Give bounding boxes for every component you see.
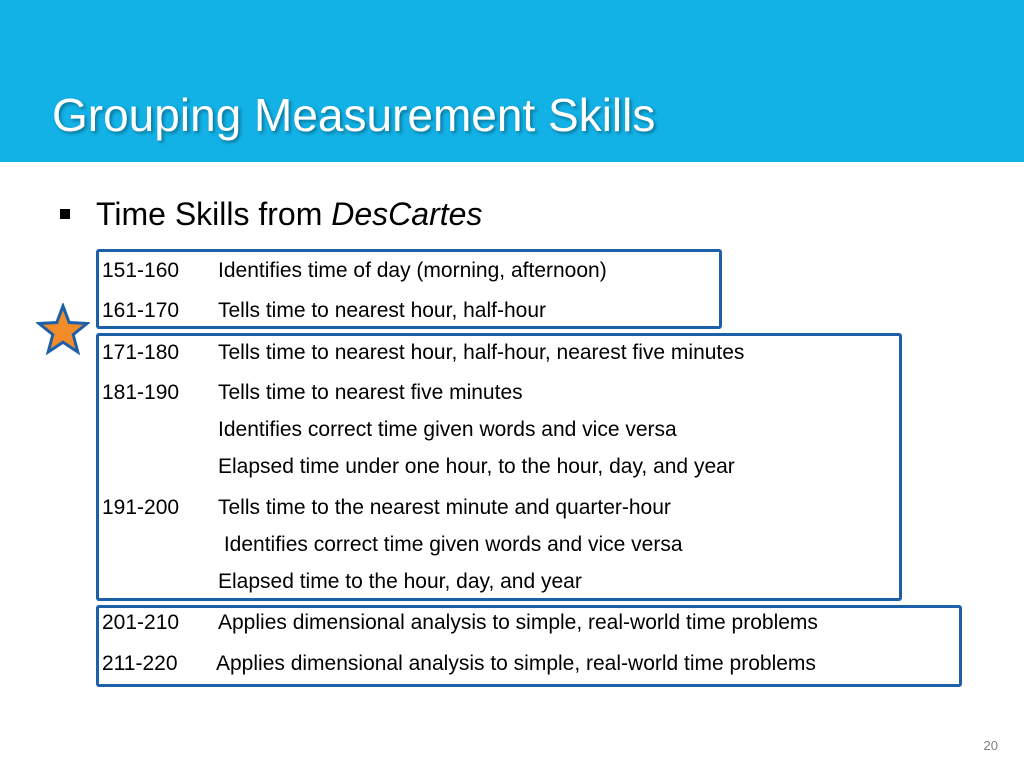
score-range: 161-170 <box>102 299 180 322</box>
skill-description: Tells time to the nearest minute and quarter-hour <box>218 496 671 519</box>
page-number: 20 <box>983 738 998 753</box>
star-icon <box>36 303 90 357</box>
skill-description: Identifies correct time given words and vice versa <box>218 533 683 556</box>
skill-description: Elapsed time to the hour, day, and year <box>218 570 582 593</box>
skill-description: Applies dimensional analysis to simple, real-world time problems <box>218 611 818 634</box>
skill-description: Identifies time of day (morning, afternoon) <box>218 259 607 282</box>
score-range: 211-220 <box>102 652 178 675</box>
skill-description: Identifies correct time given words and vice versa <box>218 418 677 441</box>
bullet-text: Time Skills from <box>96 196 332 232</box>
bullet-text-italic: DesCartes <box>331 196 483 232</box>
skill-description: Tells time to nearest five minutes <box>218 381 523 404</box>
skill-description: Applies dimensional analysis to simple, real-world time problems <box>216 652 816 675</box>
skill-description: Tells time to nearest hour, half-hour, nearest five minutes <box>218 341 745 364</box>
skill-description: Tells time to nearest hour, half-hour <box>218 299 547 322</box>
bullet-square-icon <box>60 209 70 219</box>
bullet-item <box>60 196 482 233</box>
score-range: 201-210 <box>102 611 180 634</box>
skill-description: Elapsed time under one hour, to the hour, day, and year <box>218 455 735 478</box>
slide-title: Grouping Measurement Skills <box>52 89 656 141</box>
score-range: 151-160 <box>102 259 180 282</box>
score-range: 171-180 <box>102 341 180 364</box>
score-range: 191-200 <box>102 496 180 519</box>
score-range: 181-190 <box>102 381 180 404</box>
